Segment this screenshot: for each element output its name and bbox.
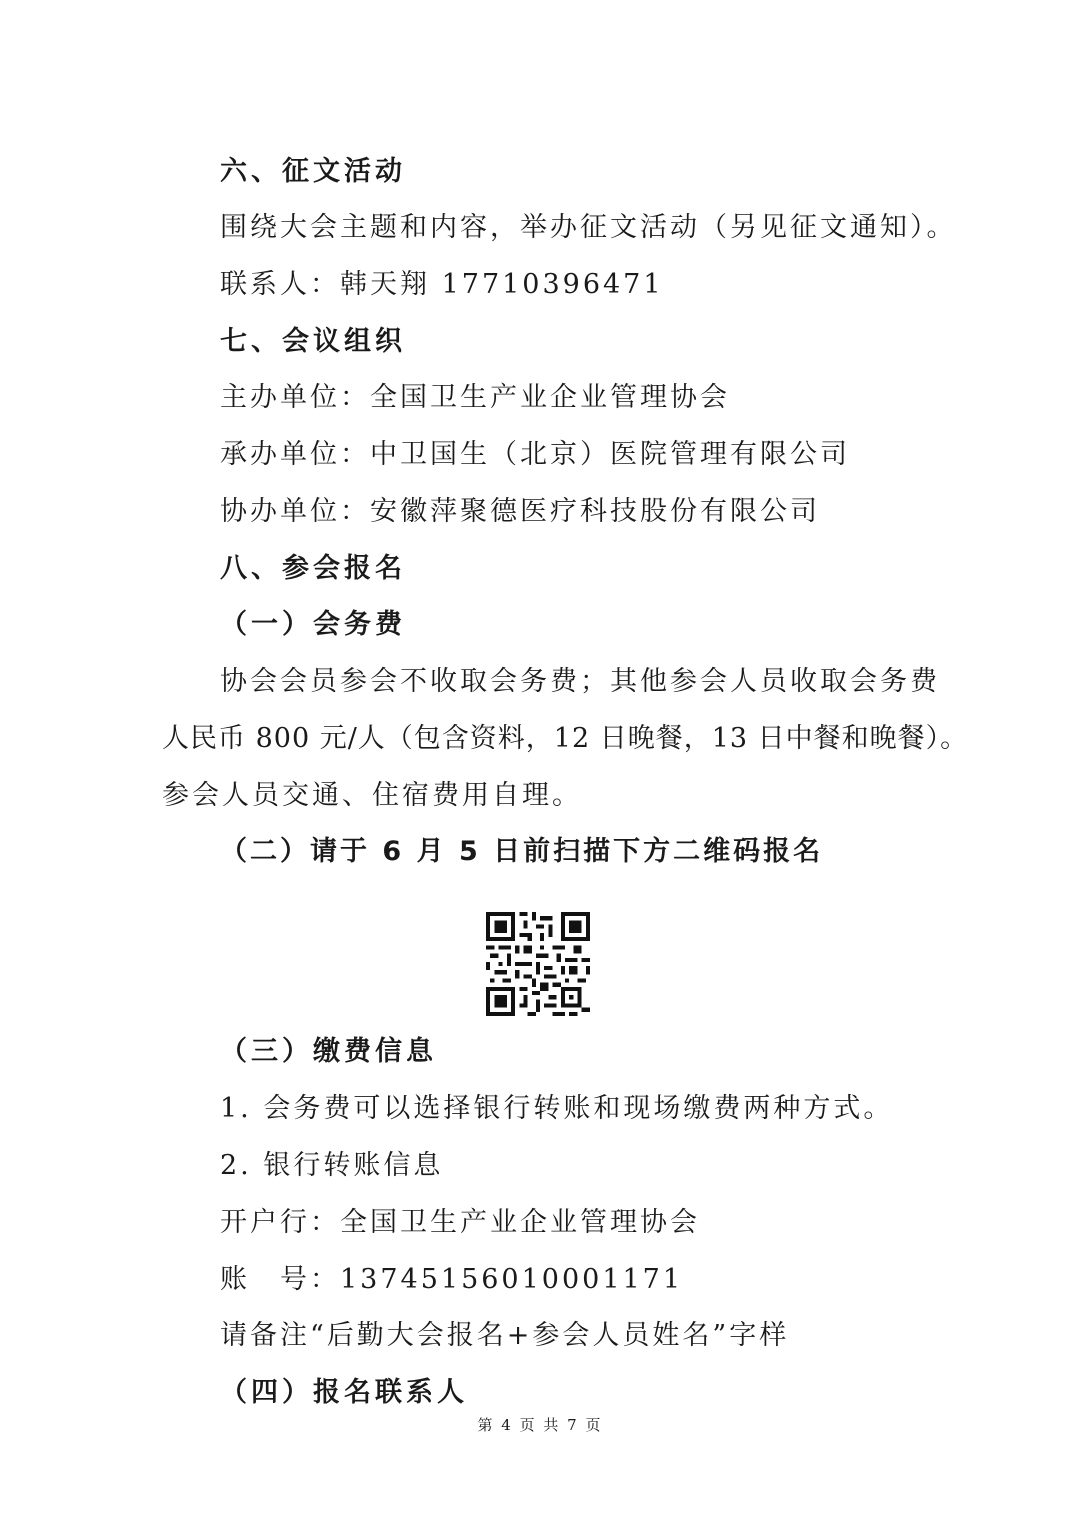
payment-remark: 请备注“后勤大会报名+参会人员姓名”字样 — [220, 1320, 790, 1351]
bank-account: 账 号：13745156010001171 — [220, 1264, 684, 1295]
fee-line-2: 人民币 800 元/人（包含资料，12 日晚餐，13 日中餐和晚餐）。 — [162, 723, 969, 754]
contact-heading: （四）报名联系人 — [220, 1377, 468, 1408]
host-unit: 主办单位：全国卫生产业企业管理协会 — [220, 382, 730, 413]
section-8-heading: 八、参会报名 — [220, 553, 406, 584]
payment-heading: （三）缴费信息 — [220, 1036, 437, 1067]
section-6-body: 围绕大会主题和内容，举办征文活动（另见征文通知）。 — [220, 212, 957, 243]
register-heading: （二）请于 6 月 5 日前扫描下方二维码报名 — [220, 836, 824, 867]
coorganizer-unit: 协办单位：安徽萍聚德医疗科技股份有限公司 — [220, 496, 820, 527]
payment-item-2: 2. 银行转账信息 — [220, 1150, 444, 1181]
fee-line-1: 协会会员参会不收取会务费；其他参会人员收取会务费 — [220, 666, 940, 697]
qr-code-icon[interactable] — [486, 912, 590, 1016]
section-7-heading: 七、会议组织 — [220, 326, 406, 357]
section-6-contact: 联系人：韩天翔 17710396471 — [220, 269, 664, 300]
payment-item-1: 1. 会务费可以选择银行转账和现场缴费两种方式。 — [220, 1093, 894, 1124]
page-number: 第 4 页 共 7 页 — [477, 1416, 603, 1434]
section-6-heading: 六、征文活动 — [220, 156, 406, 187]
bank-name: 开户行：全国卫生产业企业管理协会 — [220, 1207, 700, 1238]
fee-heading: （一）会务费 — [220, 609, 406, 640]
fee-line-3: 参会人员交通、住宿费用自理。 — [162, 780, 582, 811]
organizer-unit: 承办单位：中卫国生（北京）医院管理有限公司 — [220, 439, 850, 470]
